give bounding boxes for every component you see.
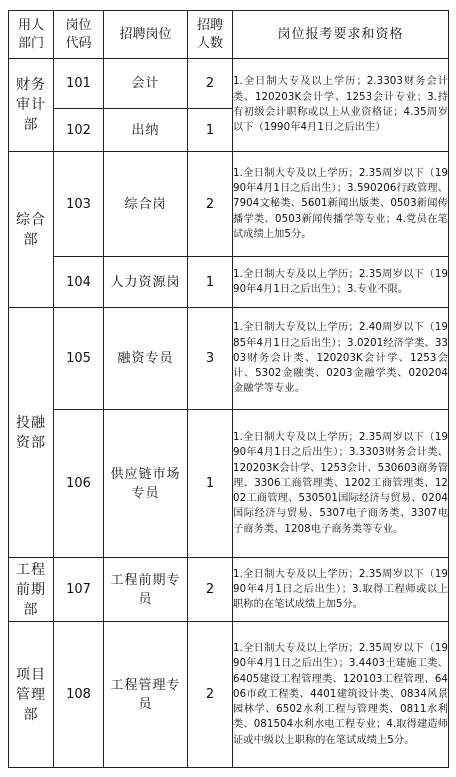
table-row [9,622,449,768]
recruitment-table [8,10,449,768]
table-row [9,59,449,109]
count-cell: 2 [188,558,233,622]
position-cell: 供应链市场专员 [104,410,188,558]
table-row [9,152,449,257]
count-cell: 1 [188,109,233,152]
requirements-cell: 1.全日制大专及以上学历；2.35周岁以下（1990年4月1日之后出生）；3.4403土建施工类、6405建设工程管理类、120103工程管理、6406市政工程类、4401建筑设计类、0834风景园林学、6502水利工程与管理类、0811水利类、081504水利水电工程专业；4.取得建造师证或中级以上职称的在笔试成绩上5分。 [233,622,449,768]
code-cell: 103 [54,152,104,257]
position-cell: 工程前期专员 [104,558,188,622]
count-cell: 1 [188,257,233,308]
header-requirements: 岗位报考要求和资格 [233,11,449,59]
header-row [9,11,449,59]
recruitment-table-container [8,10,449,768]
count-cell: 2 [188,622,233,768]
code-cell: 107 [54,558,104,622]
dept-cell: 综合部 [9,152,54,308]
code-cell: 102 [54,109,104,152]
position-cell: 人力资源岗 [104,257,188,308]
header-count: 招聘人数 [188,11,233,59]
position-cell: 会计 [104,59,188,109]
position-cell: 工程管理专员 [104,622,188,768]
requirements-cell: 1.全日制大专及以上学历；2.35周岁以下（1990年4月1日之后出生）；3.590206行政管理、7904文秘类、5601新闻出版类、0503新闻传播学类、0503新闻传播学等专业；4.党员在笔试成绩上加5分。 [233,152,449,257]
code-cell: 104 [54,257,104,308]
header-position: 招聘岗位 [104,11,188,59]
code-cell: 105 [54,308,104,410]
code-cell: 106 [54,410,104,558]
code-cell: 101 [54,59,104,109]
position-cell: 融资专员 [104,308,188,410]
table-row [9,558,449,622]
dept-cell: 工程前期部 [9,558,54,622]
header-dept: 用人部门 [9,11,54,59]
header-code: 岗位代码 [54,11,104,59]
position-cell: 综合岗 [104,152,188,257]
position-cell: 出纳 [104,109,188,152]
table-row [9,308,449,410]
requirements-cell: 1.全日制大专及以上学历；2.35周岁以下（1990年4月1日之后出生）；3.专业不限。 [233,257,449,308]
requirements-cell: 1.全日制大专及以上学历；2.40周岁以下（1985年4月1日之后出生）；3.0201经济学类、3303财务会计类、120203K会计学、1253会计、5302金融类、0203金融学类、020204金融学等专业。 [233,308,449,410]
dept-cell: 财务审计部 [9,59,54,152]
count-cell: 3 [188,308,233,410]
requirements-cell: 1.全日制大专及以上学历；2.35周岁以下（1990年4月1日之后出生）；3.取得工程师或以上职称的在笔试成绩上加5分。 [233,558,449,622]
dept-cell: 投融资部 [9,308,54,558]
requirements-cell: 1.全日制大专及以上学历；2.35周岁以下（1990年4月1日之后出生）；3.3303财务会计类、120203K会计学、1253会计、530603商务管理、3306工商管理类、1202工商管理类、1202工商管理、530501国际经济与贸易、0204国际经济与贸易、5307电子商务类、3307电子商务类、1208电子商务类等专业。 [233,410,449,558]
table-row [9,410,449,558]
count-cell: 2 [188,59,233,109]
count-cell: 1 [188,410,233,558]
table-row [9,257,449,308]
dept-cell: 项目管理部 [9,622,54,768]
count-cell: 2 [188,152,233,257]
code-cell: 108 [54,622,104,768]
requirements-cell: 1.全日制大专及以上学历；2.3303财务会计类、120203K会计学、1253会计专业；3.持有初级会计职称或以上从业资格证；4.35周岁以下（1990年4月1日之后出生） [233,59,449,152]
